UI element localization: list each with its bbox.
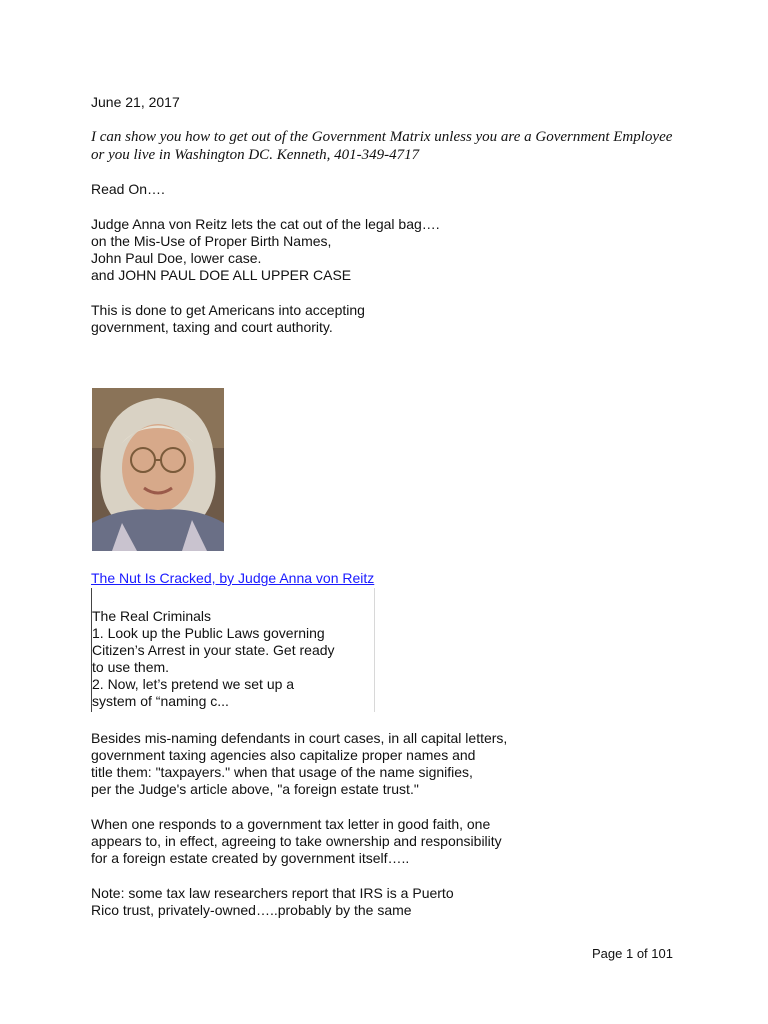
text-line: Besides mis-naming defendants in court cases, in all capital letters, bbox=[91, 730, 508, 746]
text-line: This is done to get Americans into accepting bbox=[91, 302, 365, 318]
text-line: Judge Anna von Reitz lets the cat out of the legal bag…. bbox=[91, 216, 440, 232]
preview-title: The Real Criminals bbox=[92, 608, 212, 624]
text-line: per the Judge's article above, "a foreign estate trust." bbox=[91, 781, 419, 797]
text-line: title them: "taxpayers." when that usage of the name signifies, bbox=[91, 764, 473, 780]
text-line: When one responds to a government tax letter in good faith, one bbox=[91, 816, 491, 832]
preview-line: Citizen’s Arrest in your state. Get ready bbox=[92, 642, 335, 658]
portrait-image bbox=[92, 388, 224, 551]
author-photo bbox=[92, 388, 224, 551]
link-preview-box bbox=[91, 588, 375, 712]
paragraph-misnaming bbox=[91, 730, 507, 798]
document-date: June 21, 2017 bbox=[91, 94, 180, 110]
paragraph-purpose bbox=[91, 302, 365, 336]
text-line: John Paul Doe, lower case. bbox=[91, 250, 262, 266]
text-line: appears to, in effect, agreeing to take ownership and responsibility bbox=[91, 833, 502, 849]
page-number: Page 1 of 101 bbox=[592, 946, 673, 961]
paragraph-tax-letter bbox=[91, 816, 502, 867]
text-line: government, taxing and court authority. bbox=[91, 319, 333, 335]
preview-line: 1. Look up the Public Laws governing bbox=[92, 625, 325, 641]
preview-line: system of “naming c... bbox=[92, 693, 229, 709]
text-line: government taxing agencies also capitalize proper names and bbox=[91, 747, 476, 763]
paragraph-birth-names bbox=[91, 216, 440, 284]
article-link[interactable]: The Nut Is Cracked, by Judge Anna von Reitz bbox=[91, 570, 375, 586]
intro-line: I can show you how to get out of the Government Matrix unless you are a Government Employee bbox=[91, 129, 673, 145]
paragraph-note bbox=[91, 885, 454, 919]
preview-line: to use them. bbox=[92, 659, 170, 675]
preview-line: 2. Now, let’s pretend we set up a bbox=[92, 676, 295, 692]
text-line: on the Mis-Use of Proper Birth Names, bbox=[91, 233, 332, 249]
text-line: Note: some tax law researchers report that IRS is a Puerto bbox=[91, 885, 454, 901]
intro-paragraph bbox=[91, 128, 672, 164]
text-line: Rico trust, privately-owned…..probably by the same bbox=[91, 902, 412, 918]
text-line: and JOHN PAUL DOE ALL UPPER CASE bbox=[91, 267, 352, 283]
text-line: for a foreign estate created by government itself….. bbox=[91, 850, 410, 866]
intro-line: or you live in Washington DC. Kenneth, 401-349-4717 bbox=[91, 147, 420, 163]
read-on-text: Read On…. bbox=[91, 181, 165, 197]
